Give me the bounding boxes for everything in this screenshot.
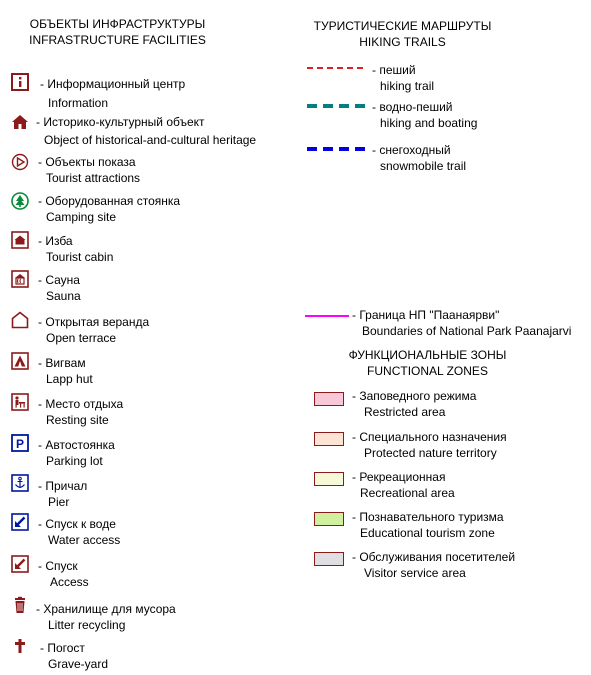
- infrastructure-title-en: INFRASTRUCTURE FACILITIES: [29, 33, 206, 47]
- lapp-hut-icon: [11, 352, 29, 370]
- water-access-icon: [11, 513, 29, 531]
- zones-title-en: FUNCTIONAL ZONES: [367, 364, 488, 378]
- legend-label-ru: Спуск: [45, 559, 78, 573]
- legend-label-ru: Автостоянка: [45, 438, 115, 452]
- trail-label-ru: водно-пеший: [379, 100, 453, 114]
- zone-label-en: Recreational area: [360, 486, 455, 500]
- zone-swatch: [314, 432, 344, 446]
- trail-label-en: hiking trail: [380, 79, 435, 93]
- camping-tree-icon: [11, 192, 29, 210]
- zone-label-en: Protected nature territory: [364, 446, 497, 460]
- hiking-trail-line-icon: [306, 64, 368, 72]
- trash-bin-icon: [11, 596, 29, 614]
- legend-label-ru: Спуск к воде: [45, 517, 116, 531]
- legend-label-en: Tourist attractions: [46, 171, 141, 185]
- legend-label-ru: Хранилище для мусора: [43, 602, 176, 616]
- legend-label-ru: Изба: [45, 234, 73, 248]
- snowmobile-trail-line-icon: [306, 145, 368, 153]
- legend-label-en: Litter recycling: [48, 618, 126, 632]
- trail-label-en: snowmobile trail: [380, 159, 467, 173]
- legend-label-ru: Оборудованная стоянка: [45, 194, 181, 208]
- zones-title-ru: ФУНКЦИОНАЛЬНЫЕ ЗОНЫ: [348, 348, 507, 362]
- legend-label-ru: Причал: [45, 479, 88, 493]
- trail-label-ru: снегоходный: [379, 143, 451, 157]
- legend-label-en: Information: [48, 96, 109, 110]
- zone-swatch: [314, 512, 344, 526]
- trails-title-ru: ТУРИСТИЧЕСКИЕ МАРШРУТЫ: [313, 19, 492, 33]
- legend-label-ru: Информационный центр: [47, 77, 186, 91]
- zone-label-ru: Заповедного режима: [359, 389, 477, 403]
- zone-label-en: Restricted area: [364, 405, 446, 419]
- legend-label-ru: Погост: [47, 641, 85, 655]
- legend-label-en: Parking lot: [46, 454, 103, 468]
- legend-label-en: Lapp hut: [46, 372, 93, 386]
- zone-label-ru: Рекреационная: [359, 470, 446, 484]
- trails-title-en: HIKING TRAILS: [359, 35, 446, 49]
- resting-site-icon: [11, 393, 29, 411]
- boating-trail-line-icon: [306, 102, 368, 110]
- legend-label-en: Object of historical-and-cultural heritage: [44, 133, 257, 147]
- legend-label-en: Camping site: [46, 210, 117, 224]
- legend-label-ru: Историко-культурный объект: [43, 115, 205, 129]
- tourist-attraction-icon: [11, 153, 29, 171]
- trail-label-en: hiking and boating: [380, 116, 478, 130]
- trails-header: [300, 18, 505, 50]
- legend-label-en: Open terrace: [46, 331, 117, 345]
- zone-swatch: [314, 472, 344, 486]
- trail-label-ru: пеший: [379, 63, 416, 77]
- legend-label-ru: Сауна: [45, 273, 80, 287]
- terrace-icon: [11, 311, 29, 329]
- zone-label-ru: Обслуживания посетителей: [359, 550, 516, 564]
- infrastructure-title-ru: ОБЪЕКТЫ ИНФРАСТРУКТУРЫ: [29, 17, 206, 31]
- legend-label-ru: Вигвам: [45, 356, 86, 370]
- boundary-label-ru: Граница НП "Паанаярви": [359, 308, 500, 322]
- zone-label-ru: Специального назначения: [359, 430, 507, 444]
- zone-swatch: [314, 392, 344, 406]
- sauna-icon: [11, 270, 29, 288]
- legend-label-en: Sauna: [46, 289, 81, 303]
- heritage-house-icon: [11, 113, 29, 131]
- zone-label-en: Educational tourism zone: [360, 526, 495, 540]
- legend-label-en: Grave-yard: [48, 657, 109, 671]
- legend-label-ru: Место отдыха: [45, 397, 124, 411]
- legend-label-ru: Открытая веранда: [45, 315, 150, 329]
- infrastructure-header: [10, 16, 225, 48]
- information-icon: [11, 73, 29, 91]
- zone-label-ru: Познавательного туризма: [359, 510, 504, 524]
- legend-label-en: Tourist cabin: [46, 250, 114, 264]
- legend-label-en: Access: [50, 575, 89, 589]
- legend-label-en: Water access: [48, 533, 121, 547]
- zones-header: [325, 347, 530, 379]
- cross-icon: [11, 637, 29, 655]
- zone-swatch: [314, 552, 344, 566]
- svg-text:P: P: [15, 437, 25, 451]
- access-icon: [11, 555, 29, 573]
- park-boundary-line-icon: [304, 313, 350, 319]
- legend-label-ru: Объекты показа: [45, 155, 136, 169]
- cabin-icon: [11, 231, 29, 249]
- parking-icon: [11, 434, 29, 452]
- legend-label-en: Resting site: [46, 413, 109, 427]
- anchor-icon: [11, 474, 29, 492]
- legend-label-en: Pier: [48, 495, 70, 509]
- boundary-label-en: Boundaries of National Park Paanajarvi: [362, 324, 572, 338]
- zone-label-en: Visitor service area: [364, 566, 466, 580]
